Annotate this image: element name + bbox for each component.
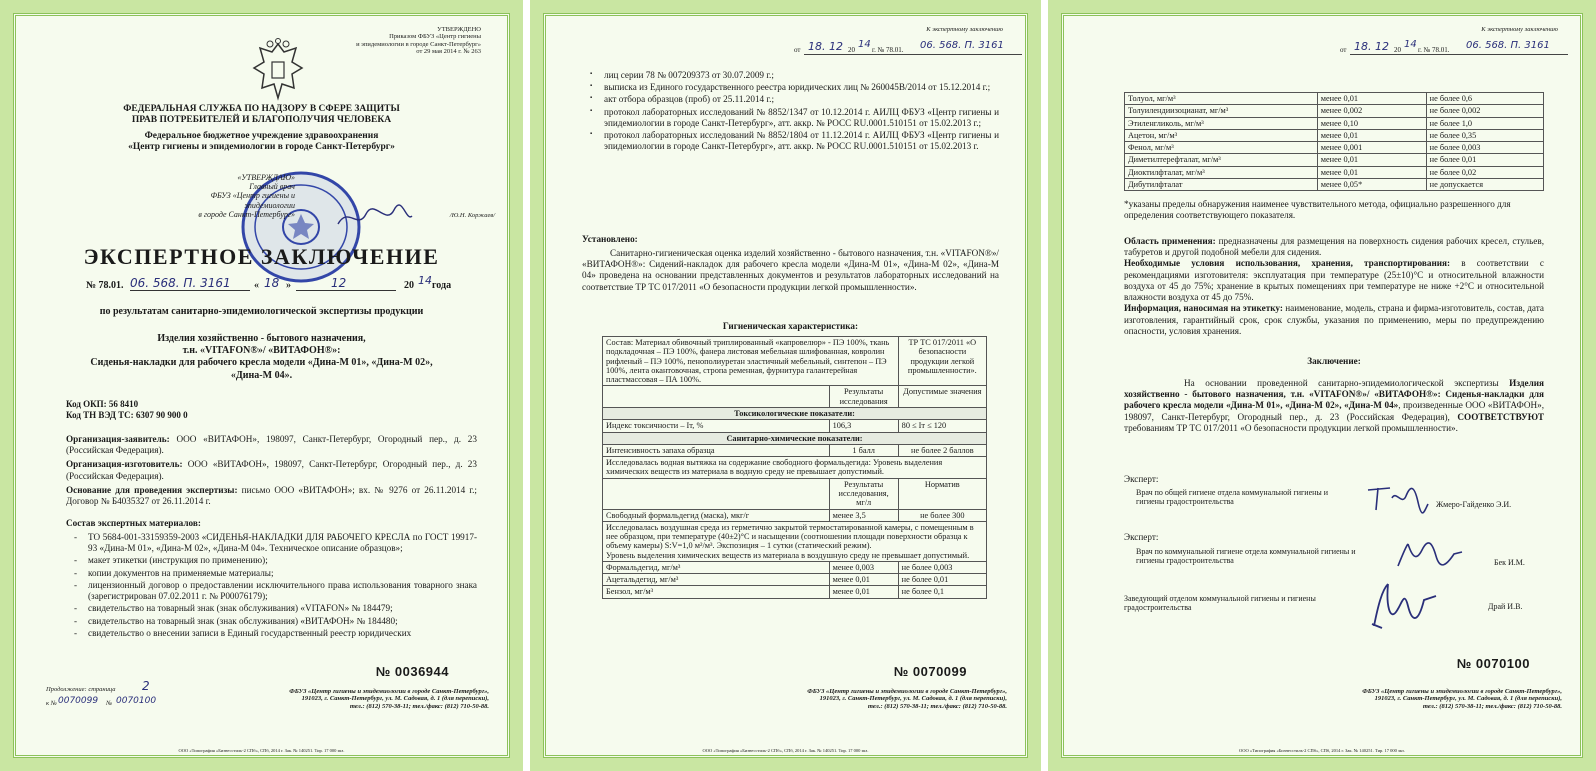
continuation-page-handwritten: 2 — [142, 679, 150, 693]
table-cell: менее 0,003 — [829, 561, 898, 573]
table-row — [603, 478, 987, 509]
table-cell: не более 0,1 — [898, 586, 986, 598]
table-row — [603, 407, 987, 419]
organizations-block — [66, 434, 477, 507]
table-cell: менее 0,01 — [1317, 93, 1426, 105]
list-item: - свидетельство на товарный знак (знак обслуживания) «ВИТАФОН» № 184480; — [66, 616, 477, 627]
list-item: ▪ протокол лабораторных исследований № 8852/1804 от 11.12.2014 г. АИЛЦ ФБУЗ «Центр гигиены и эпидемиологии в городе Санкт-Петербург», атт. аккр. № РОСС RU.0001.510151 от 15.02.2013 г. — [582, 130, 999, 152]
conclusion-verdict: СООТВЕТСТВУЮТ — [1457, 411, 1544, 422]
date-suffix: года — [432, 280, 452, 291]
product-line: Изделия хозяйственно - бытового назначения, — [157, 333, 366, 344]
annex-date-handwritten: 18. 12 — [808, 40, 843, 53]
expert1-name: Жмеро-Гайденко Э.И. — [1436, 500, 1512, 509]
annex-year-handwritten: 14 — [1404, 39, 1417, 50]
table-cell: менее 0,01 — [829, 586, 898, 598]
document-number-line: № 78.01. 06. 568. П. 3161 « 18 » 12 20 14 года — [86, 274, 452, 291]
date-century: 20 — [404, 280, 414, 291]
date-underline — [296, 290, 396, 291]
page-3 — [1048, 0, 1596, 771]
page-1-sheet — [13, 13, 510, 758]
document-subtitle: по результатам санитарно-эпидемиологической экспертизы продукции — [99, 306, 424, 317]
expert2-role: Врач по коммунальной гигиене отдела коммунальной гигиены и гигиены градостроительства — [1136, 547, 1356, 566]
continuation-num-handwritten: 0070099 — [58, 696, 99, 706]
approved-line: от 29 мая 2014 г. № 263 — [416, 48, 481, 56]
conditions-label: Необходимые условия использования, хранения, транспортирования: — [1124, 258, 1451, 269]
expert1-label: Эксперт: — [1124, 474, 1159, 484]
footer-line: 191023, г. Санкт-Петербург, ул. М. Садовая, д. 1 (для переписки), — [1374, 695, 1562, 703]
table-cell: не более 0,01 — [1426, 154, 1543, 166]
annex-label: К экспертному заключению — [926, 26, 1003, 33]
hygiene-title: Гигиеническая характеристика: — [722, 321, 859, 331]
footer-line: 191023, г. Санкт-Петербург, ул. М. Садовая, д. 1 (для переписки), — [819, 695, 1007, 703]
hygiene-table-wrap — [602, 336, 987, 599]
hygiene-table — [602, 336, 987, 599]
list-item: - макет этикетки (инструкция по применению); — [66, 555, 477, 566]
table-cell: 106,3 — [829, 420, 898, 432]
table-row — [603, 457, 987, 479]
chem-section-title: Санитарно-химические показатели: — [603, 432, 987, 444]
annex-century: 20 — [1394, 46, 1401, 54]
documents-list — [582, 70, 999, 154]
annex-num-prefix: г. № 78.01. — [872, 46, 904, 54]
code-okp: Код ОКП: 56 8410 — [66, 399, 139, 409]
table-cell: Бензол, мг/м³ — [603, 586, 830, 598]
approve-line: ФБУЗ «Центр гигиены и эпидемиологии — [210, 191, 295, 210]
table-row — [603, 420, 987, 432]
number-underline — [130, 290, 250, 291]
footer-line: тел.: (812) 570-38-11; тел./факс: (812) 710-50-88. — [867, 702, 1007, 710]
printer-note: ООО «Типография «Бизнесстиль-2 СПб», СПб, 2014 г. Зак. № 140251. Тир. 17 000 экз. — [178, 748, 345, 753]
composition-cell: Состав: Материал обивочный триплированный «капровелюр» - ПЭ 100%, ткань подкладочная – ПЭ 100%, фанера листовая мебельная шлифованная, ковролин рифленый – ПЭ 100%, пенополиуретан эластичный мебельный, синтепон – ПЭ 100%, лента окантовочная, стропа ременная, фурнитура галантерейная пластмассовая – ПА 100%. — [603, 337, 899, 386]
approve-line: Главный врач — [249, 182, 295, 192]
date-day-handwritten: 18 — [264, 276, 280, 290]
list-item: ▪ акт отбора образцов (проб) от 25.11.2014 г.; — [582, 94, 999, 105]
product-line: Сиденья-накладки для рабочего кресла модели «Дина-М 01», «Дина-М 02», — [90, 357, 433, 369]
annex-label: К экспертному заключению — [1481, 26, 1558, 33]
tox-section-title: Токсикологические показатели: — [603, 407, 987, 419]
annex-num-handwritten: 06. 568. П. 3161 — [920, 40, 1004, 51]
page-3-sheet — [1061, 13, 1583, 758]
table-cell: Фенол, мг/м³ — [1125, 142, 1318, 154]
annex-year-handwritten: 14 — [858, 39, 871, 50]
col-header-norm: Норматив — [898, 478, 986, 509]
continuation-num-label: к № — [46, 700, 57, 707]
conclusion-title: Заключение: — [1307, 356, 1361, 366]
continuation-note — [46, 679, 216, 712]
table-cell: Формальдегид, мг/м³ — [603, 561, 830, 573]
air-note-text: Исследовалась воздушная среда из герметично закрытой термостатированной камеры, с помещенным в нее образцом, при температуре (40±2)°С и насыщении (соотношении площади поверхности образца к объему камеры) S:V=1,0 м²/м³. Экспозиция – 1 сутки (статический режим). — [606, 522, 974, 551]
table-row — [603, 386, 987, 408]
basis-text: письмо ООО «ВИТАФОН»; вх. № 9276 от 26.11.2014 г.; Договор № Б4035327 от 26.11.2014 г. — [66, 484, 477, 507]
table-cell: менее 0,01 — [1317, 154, 1426, 166]
table-cell: не более 1,0 — [1426, 117, 1543, 129]
composition-norm-cell: ТР ТС 017/2011 «О безопасности продукции легкой промышленности». — [898, 337, 986, 386]
table-cell: менее 3,5 — [829, 509, 898, 521]
org-subtitle-line: «Центр гигиены и эпидемиологии в городе Санкт-Петербург» — [128, 142, 395, 153]
col-header-results: Результаты исследования — [829, 386, 898, 408]
list-item: ▪ протокол лабораторных исследований № 8852/1347 от 10.12.2014 г. АИЛЦ ФБУЗ «Центр гигиены и эпидемиологии в городе Санкт-Петербург», атт. аккр. № РОСС RU.0001.510151 от 15.02.2013 г.; — [582, 107, 999, 129]
maker-label: Организация-изготовитель: — [66, 459, 183, 470]
page-1 — [0, 0, 523, 771]
annex-ref-line — [1340, 40, 1570, 58]
list-item: - копии документов на применяемые материалы; — [66, 568, 477, 579]
table-row — [603, 444, 987, 456]
annex-century: 20 — [848, 46, 855, 54]
annex-ref-line — [794, 40, 1024, 58]
table-row — [603, 337, 987, 386]
org-title-line: ПРАВ ПОТРЕБИТЕЛЕЙ И БЛАГОПОЛУЧИЯ ЧЕЛОВЕКА — [131, 115, 392, 126]
materials-list — [66, 532, 477, 640]
code-tnved: Код ТН ВЭД ТС: 6307 90 900 0 — [66, 410, 188, 421]
approve-block — [185, 173, 295, 219]
chief-signature — [334, 202, 414, 232]
approved-line: Приказом ФБУЗ «Центр гигиены — [389, 33, 481, 41]
org-subtitle-line: Федеральное бюджетное учреждение здравоохранения — [144, 130, 379, 141]
table-row — [603, 561, 987, 573]
table-cell: не более 0,02 — [1426, 166, 1543, 178]
footer-line: тел.: (812) 570-38-11; тел./факс: (812) 710-50-88. — [349, 702, 489, 710]
table-cell: Свободный формальдегид (маска), мкг/г — [603, 509, 830, 521]
head-name: Драй И.В. — [1488, 602, 1523, 611]
conclusion-part: , произведенные ООО «ВИТАФОН», 198097, Санкт-Петербург, Огородный пер., д. 23 (Российская Федерация), — [1124, 400, 1544, 422]
annex-date-handwritten: 18. 12 — [1354, 40, 1389, 53]
table-cell: менее 0,01 — [1317, 129, 1426, 141]
conclusion-text — [1124, 378, 1544, 434]
continuation-label: Продолжение: страница — [46, 686, 116, 693]
expert2-signature — [1394, 536, 1464, 572]
table-cell: менее 0,01 — [1317, 166, 1426, 178]
table-cell: Ацетальдегид, мг/м³ — [603, 574, 830, 586]
air-note2-text: Уровень выделения химических веществ из материала в воздушную среду не превышает допустимый. — [606, 550, 970, 560]
table-cell: не более 0,002 — [1426, 105, 1543, 117]
footer-address — [249, 688, 489, 710]
maker-text: ООО «ВИТАФОН», 198097, Санкт-Петербург, Огородный пер., д. 23 (Российская Федерация). — [66, 459, 477, 481]
table-cell: менее 0,001 — [1317, 142, 1426, 154]
page-2-sheet — [543, 13, 1028, 758]
col-header-water-results: Результаты исследования, мг/л — [829, 478, 898, 509]
established-label: Установлено: — [582, 234, 638, 244]
conclusion-product: Изделия хозяйственно - бытового назначения, т.н. «VITAFON®»/ «ВИТАФОН®»: Сиденья-накладки для рабочего кресла модели «Дина-М 01», «Дина-М 02», «Дина-М 04» — [1124, 378, 1544, 411]
table-cell: Интенсивность запаха образца — [603, 444, 830, 456]
water-note-cell: Исследовалась водная вытяжка на содержание свободного формальдегида: Уровень выделения химических веществ из материала в водную среду не превышает допустимый. — [603, 457, 987, 479]
label-info-text: наименование, модель, страна и фирма-изготовитель, состав, дата изготовления, гарантийный срок, срок службы, указания по применению, меры по предупреждению опасности, условия хранения. — [1124, 303, 1544, 336]
product-line: «Дина-М 04». — [230, 369, 293, 381]
expert2-name: Бек И.М. — [1494, 558, 1525, 567]
approve-line: «УТВЕРЖДАЮ» — [237, 173, 295, 182]
form-serial-number: № 0036944 — [375, 664, 449, 679]
table-row — [603, 509, 987, 521]
col-header-allowed: Допустимые значения — [898, 386, 986, 408]
expert1-signature — [1362, 476, 1432, 516]
table-cell: менее 0,05* — [1317, 178, 1426, 190]
list-item: - свидетельство о внесении записи в Единый государственный реестр юридических — [66, 628, 477, 639]
table-cell: Диоктилфталат, мг/м³ — [1125, 166, 1318, 178]
footer-address — [757, 688, 1007, 710]
table-cell: Диметилтерефталат, мг/м³ — [1125, 154, 1318, 166]
table-cell: Толуилендиизоцианат, мг/м³ — [1125, 105, 1318, 117]
coat-of-arms-emblem — [248, 38, 308, 104]
approved-note — [341, 26, 481, 56]
table-cell: не более 0,01 — [898, 574, 986, 586]
table-cell: не более 0,003 — [898, 561, 986, 573]
materials-label: Состав экспертных материалов: — [66, 518, 201, 528]
scope-label: Область применения: — [1124, 236, 1216, 246]
footer-line: ФБУЗ «Центр гигиены и эпидемиологии в городе Санкт-Петербург», — [289, 688, 489, 695]
table-footnote: *указаны пределы обнаружения наименее чувствительного метода, официально разрешенного для определения соответствующего показателя. — [1124, 199, 1511, 221]
table-cell: Толуол, мг/м³ — [1125, 93, 1318, 105]
conditions-text: в соответствии с рекомендациями изготовителя: эксплуатация при температуре (25±10)°С и относительной влажности воздуха от 45 до 75%; хранение в крытых помещениях при температуре не ниже +2°С и относительной влажности воздуха от 45 до 75%. — [1124, 258, 1544, 303]
table-cell: Этиленгликоль, мг/м³ — [1125, 117, 1318, 129]
org-header — [36, 104, 487, 154]
chief-doctor-name: /Ю.Н. Коржаев/ — [449, 212, 495, 219]
product-name — [36, 333, 487, 382]
list-item: ▪ выписка из Единого государственного реестра юридических лиц № 260045В/2014 от 15.12.2014 г.; — [582, 82, 999, 93]
table-row — [1125, 154, 1544, 166]
table-cell: Ацетон, мг/м³ — [1125, 129, 1318, 141]
chem-table-wrap — [1124, 92, 1544, 191]
list-item: - ТО 5684-001-33159359-2003 «СИДЕНЬЯ-НАКЛАДКИ ДЛЯ РАБОЧЕГО КРЕСЛА по ГОСТ 19917-93 «Дина-М 01», «Дина-М 02», «Дина-М 04». Техническое описание образцов»; — [66, 532, 477, 554]
list-item: - лицензионный договор о предоставлении исключительного права использования товарного знака (зарегистрирован 07.02.2011 г. № Р00076179); — [66, 580, 477, 602]
footer-address — [1312, 688, 1562, 710]
approve-line: в городе Санкт-Петербург» — [198, 209, 295, 219]
table-row — [1125, 93, 1544, 105]
date-month-handwritten: 12 — [331, 276, 347, 290]
annex-from: от — [1340, 46, 1347, 54]
table-cell: менее 0,01 — [829, 574, 898, 586]
table-row — [603, 574, 987, 586]
approved-line: УТВЕРЖДЕНО — [437, 26, 481, 33]
table-cell: не более 2 баллов — [898, 444, 986, 456]
date-year-handwritten: 14 — [418, 274, 432, 287]
usage-block — [1124, 236, 1544, 337]
printer-note: ООО «Типография «Бизнесстиль-2 СПб», СПб, 2014 г. Зак. № 140251. Тир. 17 000 экз. — [1239, 748, 1405, 753]
page-2 — [530, 0, 1041, 771]
expert2-label: Эксперт: — [1124, 532, 1159, 542]
table-row — [603, 521, 987, 561]
conclusion-part: требованиям ТР ТС 017/2011 «О безопасности продукции легкой промышленности». — [1124, 422, 1458, 433]
table-row — [603, 432, 987, 444]
printer-note: ООО «Типография «Бизнесстиль-2 СПб», СПб, 2014 г. Зак. № 140251. Тир. 17 000 экз. — [702, 748, 869, 753]
product-line: т.н. «VITAFON®»/ «ВИТАФОН®»: — [182, 345, 341, 357]
table-cell: менее 0,002 — [1317, 105, 1426, 117]
annex-from: от — [794, 46, 801, 54]
footer-line: тел.: (812) 570-38-11; тел./факс: (812) 710-50-88. — [1422, 702, 1562, 710]
table-cell: не более 300 — [898, 509, 986, 521]
number-prefix: № 78.01. — [86, 280, 124, 291]
continuation-no-label: № — [106, 700, 113, 707]
conclusion-part: На основании проведенной санитарно-эпидемиологической экспертизы — [1184, 378, 1510, 388]
applicant-text: ООО «ВИТАФОН», 198097, Санкт-Петербург, Огородный пер., д. 23 (Российская Федерация). — [66, 434, 477, 456]
org-title-line: ФЕДЕРАЛЬНАЯ СЛУЖБА ПО НАДЗОРУ В СФЕРЕ ЗАЩИТЫ — [123, 104, 400, 114]
table-cell: не более 0,6 — [1426, 93, 1543, 105]
established-text: Санитарно-гигиеническая оценка изделий хозяйственно - бытового назначения, т.н. «VITAFON®»/ «ВИТАФОН®»: Сидений-накладок для рабочего кресла модели «Дина-М 01», «Дина-М 02», «Дина-М 04» проведена на основании представленных документов и результатов лабораторных исследований на соответствие ТР ТС 017/2011 «О безопасности продукции легкой промышленности». — [582, 248, 999, 292]
form-serial-number: № 0070100 — [1456, 656, 1530, 671]
annex-num-prefix: г. № 78.01. — [1418, 46, 1450, 54]
table-cell: не более 0,003 — [1426, 142, 1543, 154]
footer-line: ФБУЗ «Центр гигиены и эпидемиологии в городе Санкт-Петербург», — [1362, 688, 1562, 695]
product-codes — [66, 399, 188, 422]
document-title: ЭКСПЕРТНОЕ ЗАКЛЮЧЕНИЕ — [83, 244, 440, 269]
approved-line: и эпидемиологии в городе Санкт-Петербург» — [356, 40, 481, 48]
continuation-no-handwritten: 0070100 — [116, 696, 157, 706]
footer-line: 191023, г. Санкт-Петербург, ул. М. Садовая, д. 1 (для переписки), — [301, 695, 489, 703]
list-item: - свидетельство на товарный знак (знак обслуживания) «VITAFON» № 184479; — [66, 603, 477, 614]
list-item: ▪ лиц серии 78 № 007209373 от 30.07.2009 г.; — [582, 70, 999, 81]
table-cell: Индекс токсичности – Iт, % — [603, 420, 830, 432]
head-role: Заведующий отделом коммунальной гигиены и гигиены градостроительства — [1124, 594, 1316, 613]
scope-text: предназначены для размещения на поверхность сидения рабочих кресел, стульев, табуретов и другой подобной мебели для сидения. — [1124, 236, 1544, 258]
form-serial-number: № 0070099 — [893, 664, 967, 679]
table-row — [1125, 166, 1544, 178]
applicant-label: Организация-заявитель: — [66, 434, 170, 444]
table-row — [1125, 129, 1544, 141]
table-cell: не допускается — [1426, 178, 1543, 190]
basis-label: Основание для проведения экспертизы: — [66, 484, 238, 495]
table-cell: 80 ≤ Iт ≤ 120 — [898, 420, 986, 432]
table-cell: Дибутилфталат — [1125, 178, 1318, 190]
expert1-role: Врач по общей гигиене отдела коммунальной гигиены и гигиены градостроительства — [1136, 488, 1329, 507]
table-row — [1125, 142, 1544, 154]
table-row — [1125, 178, 1544, 190]
table-row — [1125, 105, 1544, 117]
number-handwritten: 06. 568. П. 3161 — [130, 276, 231, 290]
table-cell: 1 балл — [829, 444, 898, 456]
table-cell: не более 0,35 — [1426, 129, 1543, 141]
table-cell: менее 0,10 — [1317, 117, 1426, 129]
table-row — [603, 586, 987, 598]
table-row — [1125, 117, 1544, 129]
head-signature — [1364, 576, 1444, 636]
chem-table — [1124, 92, 1544, 191]
label-info-label: Информация, наносимая на этикетку: — [1124, 303, 1283, 314]
annex-num-handwritten: 06. 568. П. 3161 — [1466, 40, 1550, 51]
footer-line: ФБУЗ «Центр гигиены и эпидемиологии в городе Санкт-Петербург», — [807, 688, 1007, 695]
